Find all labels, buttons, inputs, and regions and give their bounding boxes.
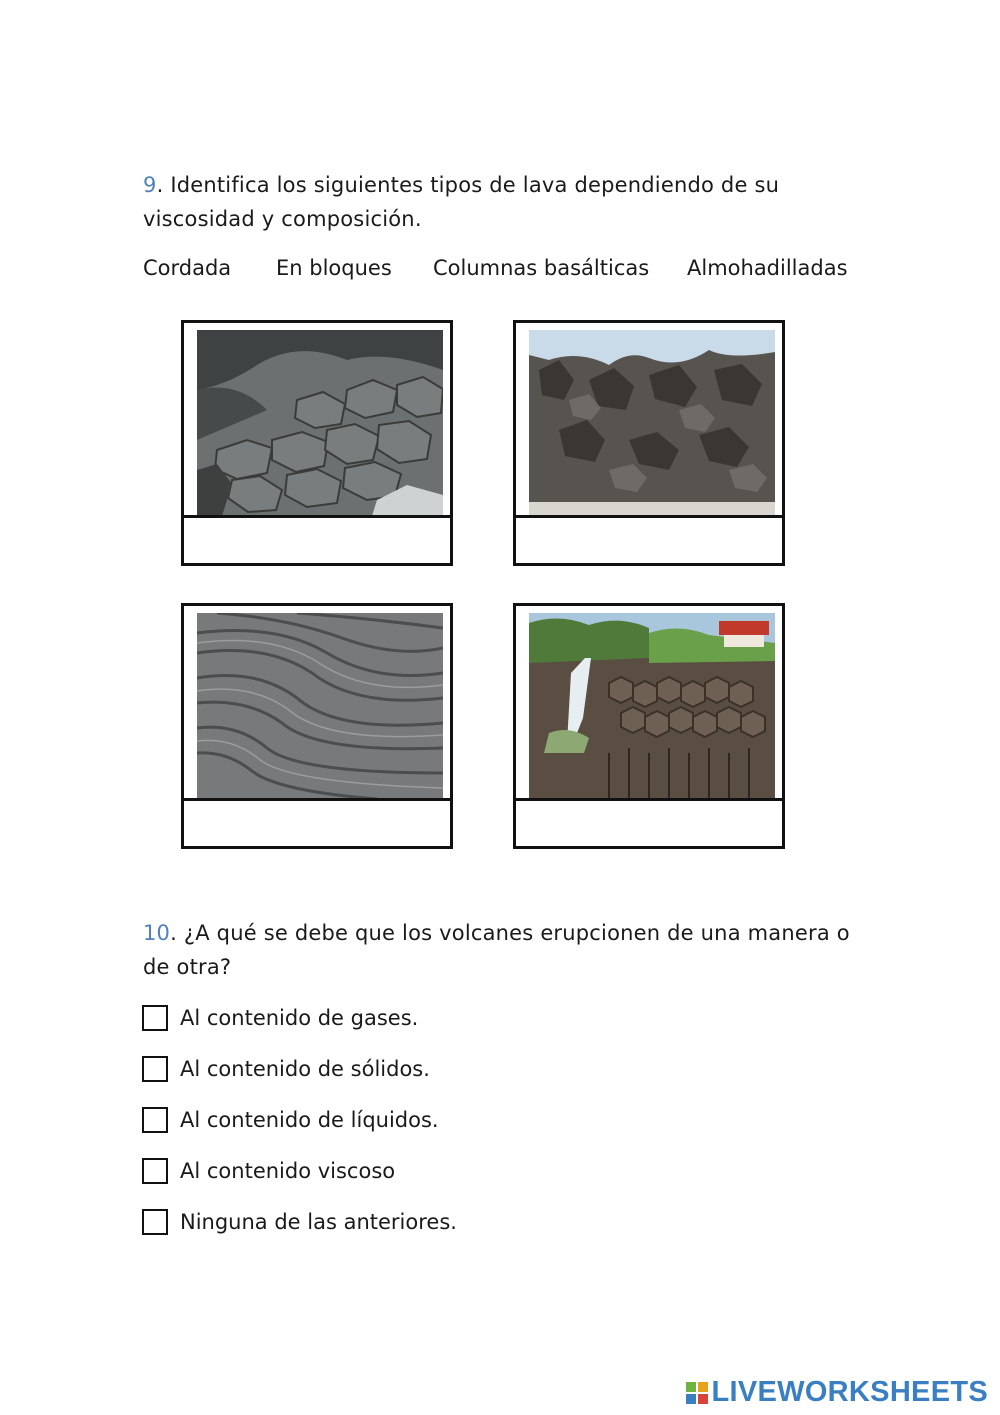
answer-box-1[interactable] bbox=[184, 515, 450, 563]
lava-card-4 bbox=[513, 603, 785, 849]
lava-card-1 bbox=[181, 320, 453, 566]
block-lava-photo bbox=[529, 330, 775, 516]
option-columnas-basalticas: Columnas basálticas bbox=[433, 256, 650, 280]
basalt-columns-photo bbox=[529, 613, 775, 799]
question-9-prompt bbox=[143, 168, 863, 236]
checkbox-liquidos[interactable] bbox=[142, 1107, 168, 1133]
question-10-prompt bbox=[143, 916, 863, 984]
answer-box-3[interactable] bbox=[184, 798, 450, 846]
lava-card-3 bbox=[181, 603, 453, 849]
choice-ninguna[interactable] bbox=[142, 1207, 457, 1237]
checkbox-ninguna[interactable] bbox=[142, 1209, 168, 1235]
choice-liquidos[interactable] bbox=[142, 1105, 439, 1135]
choice-label: Al contenido de gases. bbox=[180, 1006, 419, 1030]
choice-label: Al contenido viscoso bbox=[180, 1159, 396, 1183]
choice-viscoso[interactable] bbox=[142, 1156, 395, 1186]
question-9-text: . Identifica los siguientes tipos de lava dependiendo de su viscosidad y composición. bbox=[143, 173, 780, 231]
lava-card-2 bbox=[513, 320, 785, 566]
choice-label: Al contenido de sólidos. bbox=[180, 1057, 430, 1081]
choice-label: Al contenido de líquidos. bbox=[180, 1108, 439, 1132]
answer-box-4[interactable] bbox=[516, 798, 782, 846]
question-10-text: . ¿A qué se debe que los volcanes erupcionen de una manera o de otra? bbox=[143, 921, 850, 979]
checkbox-viscoso[interactable] bbox=[142, 1158, 168, 1184]
question-10-number: 10 bbox=[143, 921, 171, 945]
brand-name: LIVEWORKSHEETS bbox=[711, 1376, 988, 1408]
liveworksheets-icon bbox=[686, 1382, 708, 1404]
pillow-lava-photo bbox=[197, 330, 443, 516]
choice-solidos[interactable] bbox=[142, 1054, 430, 1084]
ropy-lava-photo bbox=[197, 613, 443, 799]
answer-box-2[interactable] bbox=[516, 515, 782, 563]
option-cordada: Cordada bbox=[143, 256, 232, 280]
choice-label: Ninguna de las anteriores. bbox=[180, 1210, 457, 1234]
checkbox-gases[interactable] bbox=[142, 1005, 168, 1031]
liveworksheets-logo bbox=[686, 1376, 989, 1409]
question-9-number: 9 bbox=[143, 173, 157, 197]
choice-gases[interactable] bbox=[142, 1003, 418, 1033]
option-almohadilladas: Almohadilladas bbox=[687, 256, 848, 280]
checkbox-solidos[interactable] bbox=[142, 1056, 168, 1082]
option-en-bloques: En bloques bbox=[276, 256, 392, 280]
